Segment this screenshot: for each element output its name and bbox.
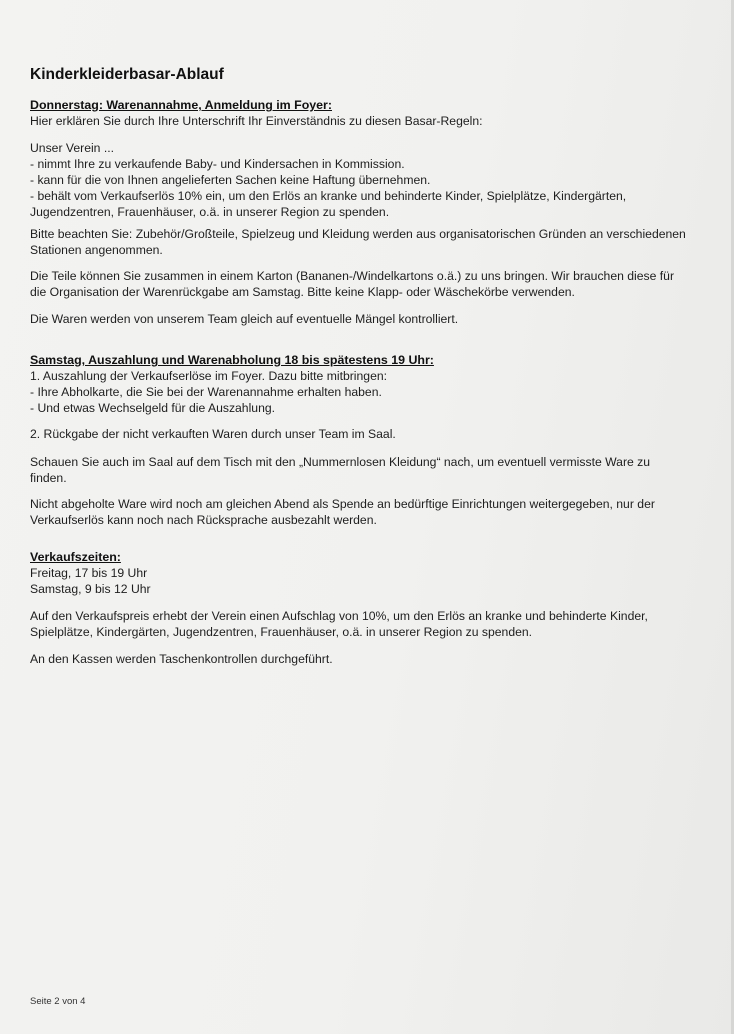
- saturday-section: [30, 352, 705, 416]
- schauen-line: Schauen Sie auch im Saal auf dem Tisch mit den „Nummernlosen Kleidung“ nach, um eventuell vermisste Ware zu: [30, 455, 651, 469]
- aufschlag-paragraph: [30, 608, 705, 640]
- auszahlung-line: - Ihre Abholkarte, die Sie bei der Warenannahme erhalten haben.: [30, 385, 382, 399]
- kontrolle-paragraph: [30, 311, 705, 327]
- auszahlung-line: 1. Auszahlung der Verkaufserlöse im Foyer. Dazu bitte mitbringen:: [30, 369, 388, 383]
- verein-line: Jugendzentren, Frauenhäuser, o.ä. in unserer Region zu spenden.: [30, 205, 390, 219]
- kontrolle-line: Die Waren werden von unserem Team gleich auf eventuelle Mängel kontrolliert.: [30, 312, 459, 326]
- thursday-heading: Donnerstag: Warenannahme, Anmeldung im Foyer:: [30, 98, 332, 112]
- time-entry: Samstag, 9 bis 12 Uhr: [30, 582, 151, 596]
- abgeholt-paragraph: [30, 496, 705, 528]
- verein-line: - behält vom Verkaufserlös 10% ein, um den Erlös an kranke und behinderte Kinder, Spielplätze, Kindergärten,: [30, 189, 627, 203]
- karton-line: die Organisation der Warenrückgabe am Samstag. Bitte keine Klapp- oder Wäschekörbe verwenden.: [30, 285, 575, 299]
- times-heading: Verkaufszeiten:: [30, 550, 121, 564]
- aufschlag-line: Spielplätze, Kindergärten, Jugendzentren, Frauenhäuser, o.ä. in unserer Region zu spenden.: [30, 625, 533, 639]
- abgeholt-line: Nicht abgeholte Ware wird noch am gleichen Abend als Spende an bedürftige Einrichtungen weitergegeben, nur der: [30, 497, 655, 511]
- verein-line: Unser Verein ...: [30, 141, 114, 155]
- kassen-paragraph: [30, 651, 705, 667]
- aufschlag-line: Auf den Verkaufspreis erhebt der Verein einen Aufschlag von 10%, um den Erlös an kranke und behinderte Kinder,: [30, 609, 648, 623]
- page-number: Seite 2 von 4: [30, 996, 86, 1007]
- verein-list: [30, 140, 705, 220]
- karton-line: Die Teile können Sie zusammen in einem Karton (Bananen-/Windelkartons o.ä.) zu uns bringen. Wir brauchen diese für: [30, 269, 675, 283]
- schauen-paragraph: [30, 454, 705, 486]
- kassen-line: An den Kassen werden Taschenkontrollen durchgeführt.: [30, 652, 333, 666]
- document-title: Kinderkleiderbasar-Ablauf: [30, 66, 224, 83]
- bitte-paragraph: [30, 226, 705, 258]
- rueckgabe-line: 2. Rückgabe der nicht verkauften Waren durch unser Team im Saal.: [30, 427, 396, 441]
- abgeholt-line: Verkaufserlös kann noch nach Rücksprache ausbezahlt werden.: [30, 513, 377, 527]
- verein-line: - kann für die von Ihnen angelieferten Sachen keine Haftung übernehmen.: [30, 173, 431, 187]
- thursday-intro: Hier erklären Sie durch Ihre Unterschrift Ihr Einverständnis zu diesen Basar-Regeln:: [30, 114, 483, 128]
- rueckgabe-paragraph: [30, 426, 705, 442]
- bitte-line: Bitte beachten Sie: Zubehör/Großteile, Spielzeug und Kleidung werden aus organisatorischen Gründen an verschiedenen: [30, 227, 686, 241]
- verein-line: - nimmt Ihre zu verkaufende Baby- und Kindersachen in Kommission.: [30, 157, 405, 171]
- auszahlung-line: - Und etwas Wechselgeld für die Auszahlung.: [30, 401, 276, 415]
- bitte-line: Stationen angenommen.: [30, 243, 163, 257]
- times-section: [30, 549, 705, 597]
- thursday-section: [30, 97, 705, 129]
- karton-paragraph: [30, 268, 705, 300]
- saturday-heading: Samstag, Auszahlung und Warenabholung 18 bis spätestens 19 Uhr:: [30, 353, 434, 367]
- schauen-line: finden.: [30, 471, 67, 485]
- time-entry: Freitag, 17 bis 19 Uhr: [30, 566, 148, 580]
